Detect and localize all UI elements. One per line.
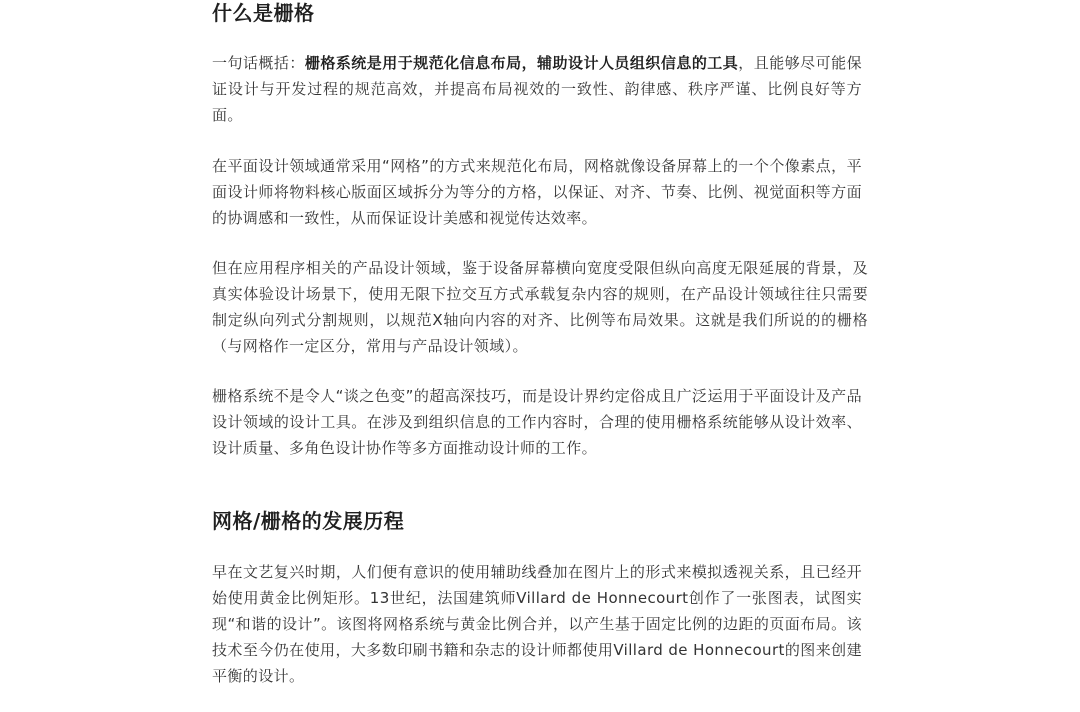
paragraph-summary xyxy=(212,50,862,128)
paragraph-grid-tool: 栅格系统不是令人“谈之色变”的超高深技巧，而是设计界约定俗成且广泛运用于平面设计及产品设计领域的设计工具。在涉及到组织信息的工作内容时，合理的使用栅格系统能够从设计效率、设计质量、多角色设计协作等多方面推动设计师的工作。 xyxy=(212,387,862,457)
summary-prefix: 一句话概括： xyxy=(212,54,305,72)
summary-bold-text: 栅格系统是用于规范化信息布局，辅助设计人员组织信息的工具 xyxy=(304,54,739,72)
summary-suffix: ，且能够尽可能保证设计与开发过程的规范高效，并提高布局视效的一致性、韵律感、秩序严谨、比例良好等方面。 xyxy=(212,54,863,124)
section-title-what-is-grid: 什么是栅格 xyxy=(212,1,315,25)
paragraph-print-grid: 在平面设计领域通常采用“网格”的方式来规范化布局，网格就像设备屏幕上的一个个像素点，平面设计师将物料核心版面区域拆分为等分的方格，以保证、对齐、节奏、比例、视觉面积等方面的协调感和一致性，从而保证设计美感和视觉传达效率。 xyxy=(212,157,862,227)
paragraph-product-grid: 但在应用程序相关的产品设计领域，鉴于设备屏幕横向宽度受限但纵向高度无限延展的背景，及真实体验设计场景下，使用无限下拉交互方式承载复杂内容的规则，在产品设计领域往往只需要制定纵向列式分割规则，以规范X轴向内容的对齐、比例等布局效果。这就是我们所说的的栅格（与网格作一定区分，常用与产品设计领域）。 xyxy=(212,259,868,355)
section-title-grid-history: 网格/栅格的发展历程 xyxy=(212,509,405,533)
paragraph-renaissance: 早在文艺复兴时期，人们便有意识的使用辅助线叠加在图片上的形式来模拟透视关系，且已经开始使用黄金比例矩形。13世纪，法国建筑师Villard de Honnecourt创作了一张图表，试图实现“和谐的设计”。该图将网格系统与黄金比例合并，以产生基于固定比例的边距的页面布局。该技术至今仍在使用，大多数印刷书籍和杂志的设计师都使用Villard de Honnecourt的图来创建平衡的设计。 xyxy=(212,563,862,685)
